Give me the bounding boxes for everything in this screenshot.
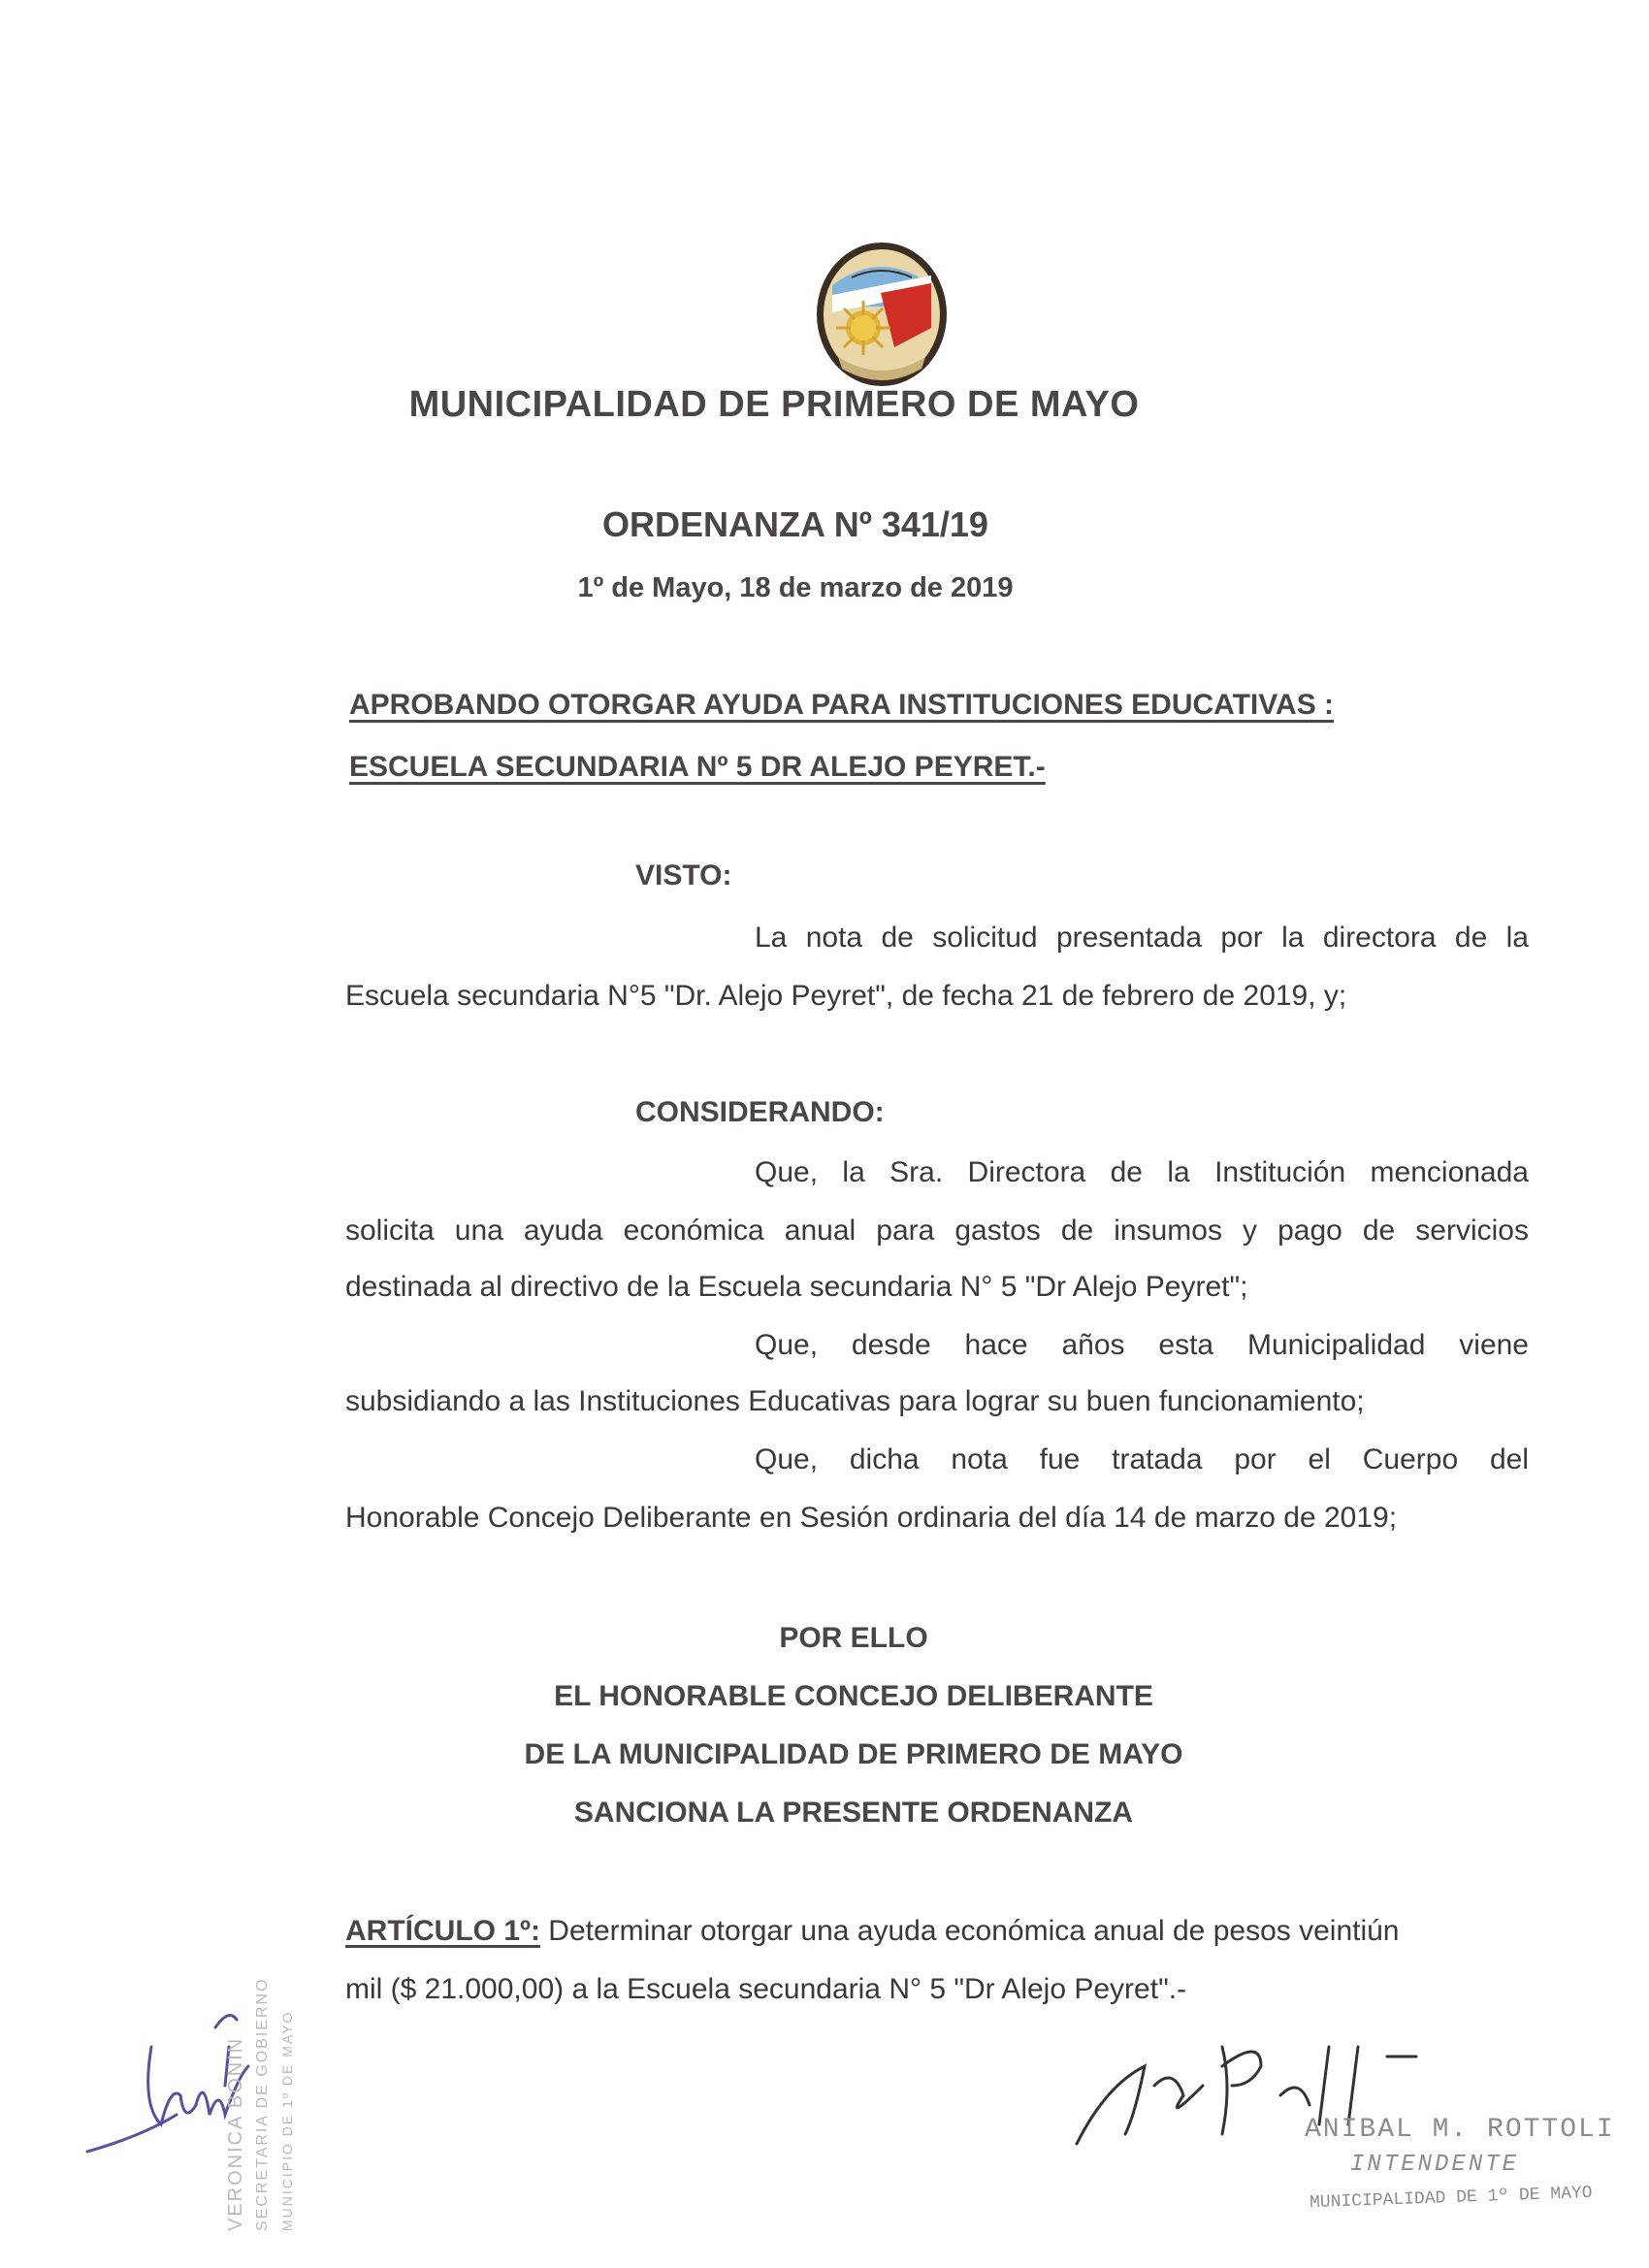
considerando-p1-line-2: solicita una ayuda económica anual para gastos de insumos y pago de servicios	[345, 1215, 1529, 1247]
stamp-right-line-2: INTENDENTE	[1350, 2152, 1520, 2178]
stamp-right-line-1: ANIBAL M. ROTTOLI	[1305, 2115, 1615, 2145]
stamp-right-line-3: MUNICIPALIDAD DE 1º DE MAYO	[1309, 2183, 1593, 2214]
considerando-p1-line-1: Que, la Sra. Directora de la Institución mencionada	[755, 1156, 1529, 1188]
article-1-text-1: Determinar otorgar una ayuda económica anual de pesos veintiún	[539, 1915, 1400, 1947]
por-ello-line-4: SANCIONA LA PRESENTE ORDENANZA	[573, 1797, 1134, 1829]
article-1-line-2: mil ($ 21.000,00) a la Escuela secundaria N° 5 "Dr Alejo Peyret".-	[345, 1973, 1187, 2005]
considerando-p3-line-1: Que, dicha nota fue tratada por el Cuerpo del	[755, 1443, 1529, 1475]
por-ello-line-2: EL HONORABLE CONCEJO DELIBERANTE	[554, 1680, 1153, 1712]
considerando-p3-line-2: Honorable Concejo Deliberante en Sesión ordinaria del día 14 de marzo de 2019;	[345, 1502, 1398, 1534]
considerando-p2-line-1: Que, desde hace años esta Municipalidad viene	[755, 1329, 1529, 1361]
por-ello-line-1: POR ELLO	[779, 1622, 928, 1654]
stamp-left-line-1: VERONICA BONIN	[225, 2036, 246, 2231]
stamp-left-line-2: SECRETARIA DE GOBIERNO	[254, 1977, 271, 2231]
stamp-left-line-3: MUNICIPIO DE 1º DE MAYO	[279, 2010, 295, 2231]
ordinance-number: ORDENANZA Nº 341/19	[602, 504, 988, 544]
considerando-heading: CONSIDERANDO:	[635, 1096, 885, 1128]
visto-line-2: Escuela secundaria N°5 "Dr. Alejo Peyret", de fecha 21 de febrero de 2019, y;	[345, 980, 1347, 1012]
article-1-line-1	[345, 1917, 1529, 1946]
subject-line-2: ESCUELA SECUNDARIA Nº 5 DR ALEJO PEYRET.-	[349, 751, 1046, 783]
municipal-seal-logo	[813, 239, 951, 390]
considerando-p1-line-3: destinada al directivo de la Escuela secundaria N° 5 "Dr Alejo Peyret";	[345, 1271, 1248, 1303]
visto-heading: VISTO:	[635, 859, 732, 891]
visto-line-1: La nota de solicitud presentada por la directora de la	[755, 922, 1529, 954]
subject-line-1: APROBANDO OTORGAR AYUDA PARA INSTITUCIONES EDUCATIVAS :	[349, 689, 1335, 721]
considerando-p2-line-2: subsidiando a las Instituciones Educativas para lograr su buen funcionamiento;	[345, 1385, 1365, 1417]
article-1-label: ARTÍCULO 1º:	[345, 1915, 540, 1947]
organization-title: MUNICIPALIDAD DE PRIMERO DE MAYO	[408, 384, 1140, 425]
por-ello-line-3: DE LA MUNICIPALIDAD DE PRIMERO DE MAYO	[524, 1738, 1183, 1770]
ordinance-date: 1º de Mayo, 18 de marzo de 2019	[577, 572, 1014, 603]
